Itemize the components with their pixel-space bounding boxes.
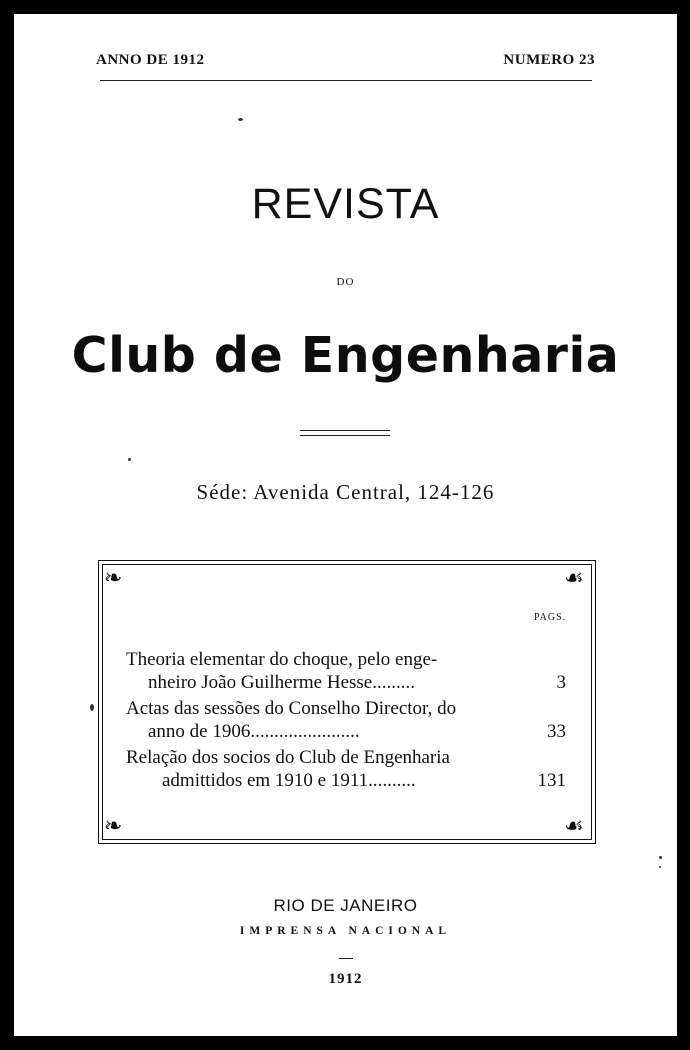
issue-year: ANNO DE 1912 — [96, 52, 205, 68]
toc-entry-2-page: 33 — [547, 721, 566, 742]
fleuron-top-left-icon: ❧ — [104, 565, 123, 590]
toc-entry-2-line-1: Actas das sessões do Conselho Director, do — [126, 698, 457, 719]
fleuron-bottom-right-icon: ☙ — [564, 813, 584, 838]
scan-speck — [659, 856, 662, 859]
fleuron-bottom-left-icon: ❧ — [104, 813, 123, 838]
toc-entry-1-page: 3 — [556, 672, 566, 693]
decorative-double-rule — [300, 430, 390, 436]
issue-number: NUMERO 23 — [503, 52, 595, 68]
toc-entry-3-line-2: admittidos em 1910 e 1911.......... — [162, 770, 416, 791]
scan-speck — [659, 866, 661, 868]
imprint-dash — [339, 958, 353, 959]
toc-entry-1-line-2: nheiro João Guilherme Hesse......... — [148, 672, 415, 693]
journal-title-connector: DO — [336, 276, 355, 288]
club-name: Club de Engenharia — [71, 327, 620, 384]
scan-speck — [90, 704, 94, 711]
fleuron-top-right-icon: ☙ — [564, 565, 584, 590]
journal-title: REVISTA — [251, 180, 440, 228]
toc-entry-3-line-1: Relação dos socios do Club de Engenharia — [126, 747, 450, 768]
headquarters-address: Séde: Avenida Central, 124-126 — [196, 480, 495, 504]
scan-speck — [128, 458, 131, 461]
imprint-printer: IMPRENSA NACIONAL — [239, 925, 452, 937]
imprint-year: 1912 — [328, 971, 363, 987]
header-rule — [100, 80, 592, 81]
cover-page — [14, 14, 677, 1036]
pages-column-label: PAGS. — [534, 612, 567, 623]
toc-entry-3-page: 131 — [537, 770, 566, 791]
toc-entry-2-line-2: anno de 1906....................... — [148, 721, 360, 742]
toc-entry-1-line-1: Theoria elementar do choque, pelo enge- — [126, 649, 438, 670]
scan-speck — [238, 118, 243, 121]
imprint-city: RIO DE JANEIRO — [273, 896, 418, 915]
